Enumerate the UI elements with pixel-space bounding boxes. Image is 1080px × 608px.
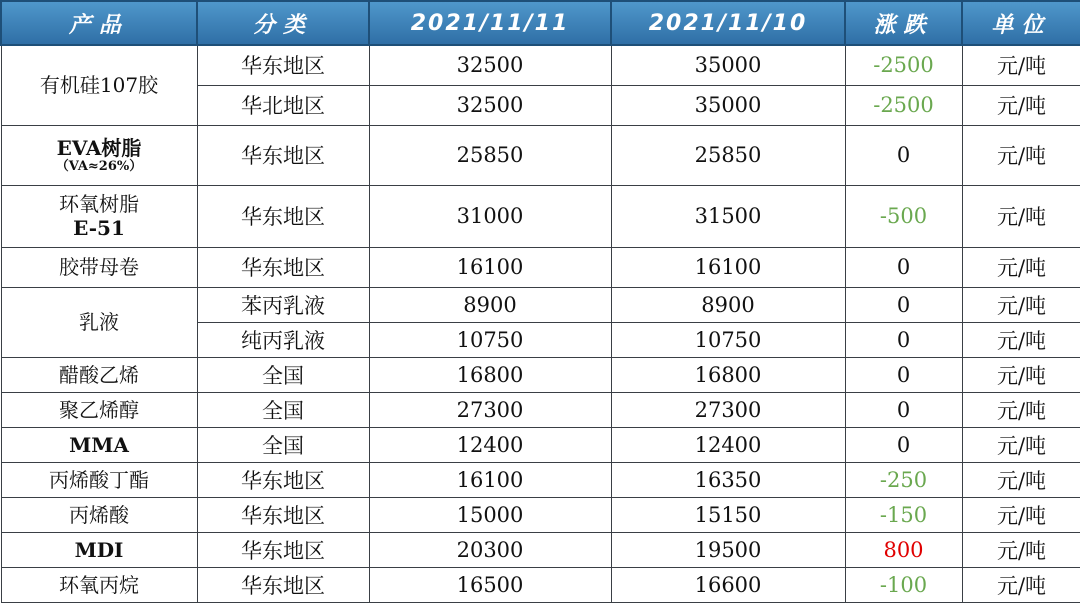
price-prev: 25850 (611, 125, 845, 185)
change-cell: 0 (845, 427, 962, 462)
price-today: 27300 (369, 392, 611, 427)
unit-cell: 元/吨 (962, 462, 1080, 497)
product-cell (1, 185, 197, 247)
product-name: 有机硅107胶 (39, 73, 159, 98)
change-cell: 0 (845, 247, 962, 287)
change-cell: -250 (845, 462, 962, 497)
price-prev: 16100 (611, 247, 845, 287)
region-cell: 纯丙乳液 (197, 322, 369, 357)
region-cell: 华东地区 (197, 567, 369, 602)
unit-cell: 元/吨 (962, 185, 1080, 247)
unit-cell: 元/吨 (962, 427, 1080, 462)
table-row (1, 462, 1080, 497)
header-category: 分类 (197, 1, 369, 45)
region-cell: 华东地区 (197, 125, 369, 185)
price-prev: 16600 (611, 567, 845, 602)
unit-cell: 元/吨 (962, 357, 1080, 392)
header-change: 涨跌 (845, 1, 962, 45)
region-cell: 华东地区 (197, 45, 369, 85)
region-cell: 全国 (197, 392, 369, 427)
region-cell: 华北地区 (197, 85, 369, 125)
price-prev: 27300 (611, 392, 845, 427)
change-cell: 0 (845, 357, 962, 392)
product-cell: MMA (1, 427, 197, 462)
product-cell (1, 125, 197, 185)
table-row (1, 247, 1080, 287)
product-name: 环氧树脂 (59, 192, 139, 216)
product-cell: MDI (1, 532, 197, 567)
product-name: EVA树脂 (56, 136, 142, 160)
price-today: 10750 (369, 322, 611, 357)
region-cell: 华东地区 (197, 497, 369, 532)
price-today: 25850 (369, 125, 611, 185)
change-cell: -2500 (845, 45, 962, 85)
price-today: 16500 (369, 567, 611, 602)
unit-cell: 元/吨 (962, 45, 1080, 85)
change-cell: -150 (845, 497, 962, 532)
unit-cell: 元/吨 (962, 497, 1080, 532)
change-cell: 0 (845, 322, 962, 357)
price-prev: 8900 (611, 287, 845, 322)
price-today: 15000 (369, 497, 611, 532)
product-cell: 乳液 (1, 287, 197, 357)
table-row (1, 532, 1080, 567)
price-prev: 19500 (611, 532, 845, 567)
change-cell: 0 (845, 392, 962, 427)
price-today: 20300 (369, 532, 611, 567)
table-row (1, 125, 1080, 185)
header-row (1, 1, 1080, 45)
price-prev: 16350 (611, 462, 845, 497)
product-cell: 醋酸乙烯 (1, 357, 197, 392)
table-row (1, 392, 1080, 427)
region-cell: 华东地区 (197, 185, 369, 247)
region-cell: 华东地区 (197, 532, 369, 567)
table-row (1, 45, 1080, 85)
price-today: 32500 (369, 45, 611, 85)
price-today: 16100 (369, 462, 611, 497)
price-today: 16800 (369, 357, 611, 392)
price-prev: 10750 (611, 322, 845, 357)
change-cell: 800 (845, 532, 962, 567)
unit-cell: 元/吨 (962, 85, 1080, 125)
price-prev: 16800 (611, 357, 845, 392)
header-date-2: 2021/11/10 (611, 1, 845, 45)
price-today: 31000 (369, 185, 611, 247)
change-cell: 0 (845, 287, 962, 322)
product-cell: 丙烯酸丁酯 (1, 462, 197, 497)
price-prev: 35000 (611, 45, 845, 85)
product-sub: （VA≈26%） (55, 159, 143, 174)
region-cell: 全国 (197, 357, 369, 392)
header-unit: 单位 (962, 1, 1080, 45)
price-today: 8900 (369, 287, 611, 322)
table-row (1, 497, 1080, 532)
region-cell: 华东地区 (197, 462, 369, 497)
region-cell: 苯丙乳液 (197, 287, 369, 322)
price-prev: 12400 (611, 427, 845, 462)
unit-cell: 元/吨 (962, 532, 1080, 567)
product-cell (1, 45, 197, 125)
header-date-1: 2021/11/11 (369, 1, 611, 45)
price-prev: 31500 (611, 185, 845, 247)
product-sub: E-51 (73, 216, 125, 240)
table-row (1, 427, 1080, 462)
region-cell: 全国 (197, 427, 369, 462)
table-row (1, 357, 1080, 392)
price-today: 32500 (369, 85, 611, 125)
change-cell: -100 (845, 567, 962, 602)
region-cell: 华东地区 (197, 247, 369, 287)
unit-cell: 元/吨 (962, 322, 1080, 357)
price-today: 12400 (369, 427, 611, 462)
price-prev: 15150 (611, 497, 845, 532)
table-row (1, 567, 1080, 602)
table-row (1, 185, 1080, 247)
unit-cell: 元/吨 (962, 392, 1080, 427)
product-cell: 丙烯酸 (1, 497, 197, 532)
header-product: 产品 (1, 1, 197, 45)
product-cell: 聚乙烯醇 (1, 392, 197, 427)
table-row (1, 287, 1080, 322)
price-today: 16100 (369, 247, 611, 287)
change-cell: -500 (845, 185, 962, 247)
product-cell: 环氧丙烷 (1, 567, 197, 602)
unit-cell: 元/吨 (962, 287, 1080, 322)
unit-cell: 元/吨 (962, 247, 1080, 287)
product-cell: 胶带母卷 (1, 247, 197, 287)
unit-cell: 元/吨 (962, 125, 1080, 185)
change-cell: -2500 (845, 85, 962, 125)
price-prev: 35000 (611, 85, 845, 125)
unit-cell: 元/吨 (962, 567, 1080, 602)
change-cell: 0 (845, 125, 962, 185)
